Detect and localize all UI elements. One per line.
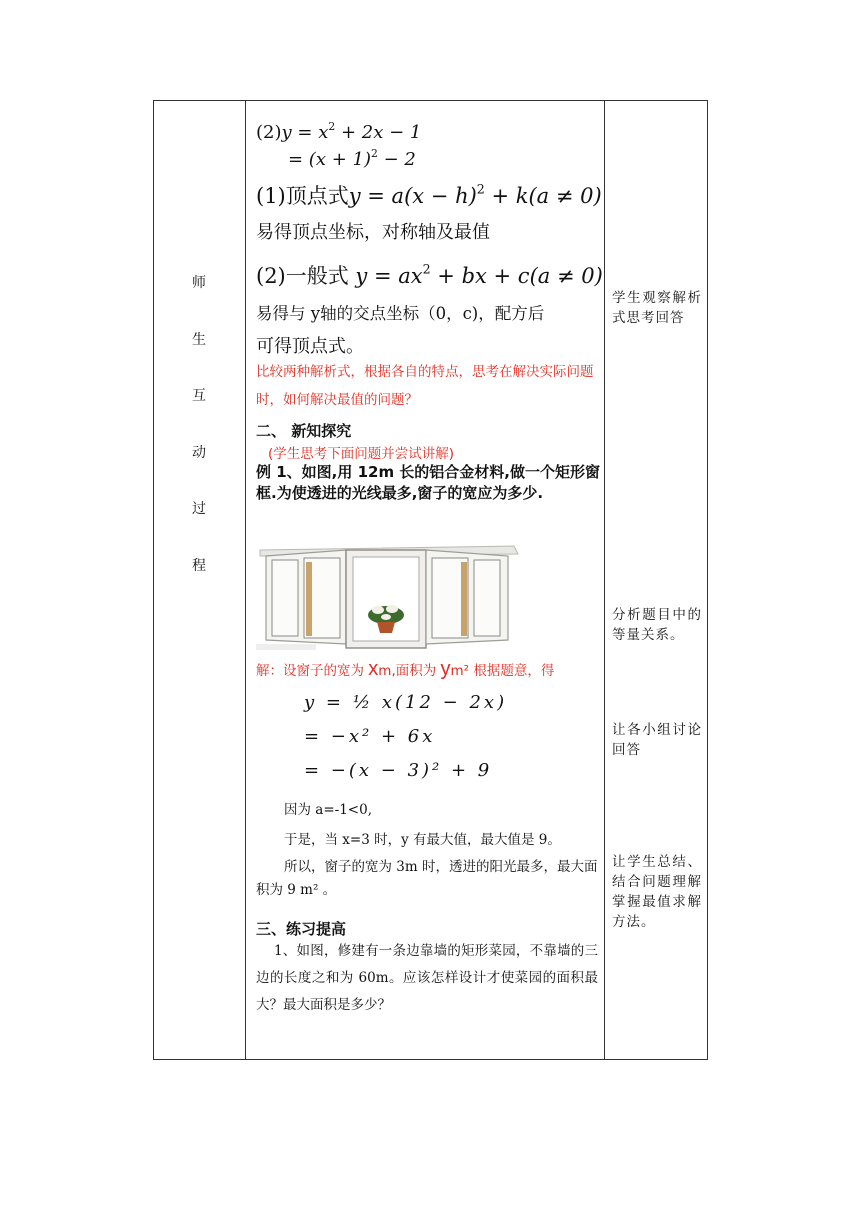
- general-form-desc-2: 可得顶点式。: [256, 336, 364, 357]
- stage-char: 动: [192, 445, 206, 461]
- stage-char: 互: [192, 388, 206, 404]
- general-form-desc-1: 易得与 y轴的交点坐标（0，c)，配方后: [256, 304, 545, 323]
- math-line-2: = $(x + 1)^2 - 2$: [288, 146, 416, 170]
- section2-hint: (学生思考下面问题并尝试讲解): [268, 446, 455, 462]
- solution-eq-3: = −(x − 3)² + 9: [304, 760, 493, 781]
- note-group-discuss: 让各小组讨论回答: [612, 722, 702, 758]
- general-form-line: (2)一般式 $y = ax^2$ + bx + c(a ≠ 0): [256, 261, 603, 288]
- solution-therefore: 所以，窗子的宽为 3m 时，透进的阳光最多，最大面积为 9 m² 。: [256, 859, 598, 898]
- column-divider-1: [245, 100, 246, 1060]
- practice-problem-1: 1、如图，修建有一条边靠墙的矩形菜园，不靠墙的三边的长度之和为 60m。应该怎样设计才使菜园的面积最大？最大面积是多少？: [256, 943, 598, 1013]
- stage-char: 师: [192, 275, 206, 291]
- window-image: [256, 540, 520, 652]
- section3-heading: 三、练习提高: [256, 920, 347, 938]
- stage-char: 过: [192, 501, 206, 517]
- stage-label-column: [153, 100, 245, 1060]
- note-summarize: 让学生总结、结合问题理解掌握最值求解方法。: [612, 854, 702, 930]
- section2-heading: 二、 新知探究: [256, 422, 352, 440]
- solution-eq-2: = −x² + 6x: [304, 726, 436, 747]
- stage-char: 程: [192, 558, 206, 574]
- math-line-1: $(2)y = x^2 + 2x - 1$: [256, 119, 422, 143]
- solution-intro: 解：设窗子的宽为 xm,面积为 ym² 根据题意，得: [256, 658, 555, 680]
- stage-char: 生: [192, 332, 206, 348]
- solution-so: 于是，当 x=3 时，y 有最大值，最大值是 9。: [284, 832, 561, 848]
- example-1-text: 例 1、如图,用 12m 长的铝合金材料,做一个矩形窗框.为使透进的光线最多,窗子的宽应为多少.: [256, 463, 601, 502]
- vertex-form-line: (1)顶点式$y = a(x - h)^2 + k(a \ne 0)$: [256, 181, 602, 208]
- column-divider-2: [604, 100, 605, 1060]
- solution-eq-1: y = ½ x(12 − 2x): [304, 692, 508, 713]
- note-observe: 学生观察解析式思考回答: [612, 290, 702, 326]
- vertex-form-desc: 易得顶点坐标，对称轴及最值: [256, 222, 490, 243]
- note-analyze: 分析题目中的等量关系。: [612, 607, 702, 643]
- compare-question: 比较两种解析式，根据各自的特点，思考在解决实际问题时，如何解决最值的问题？: [256, 364, 594, 408]
- solution-because: 因为 a=-1<0,: [284, 802, 372, 818]
